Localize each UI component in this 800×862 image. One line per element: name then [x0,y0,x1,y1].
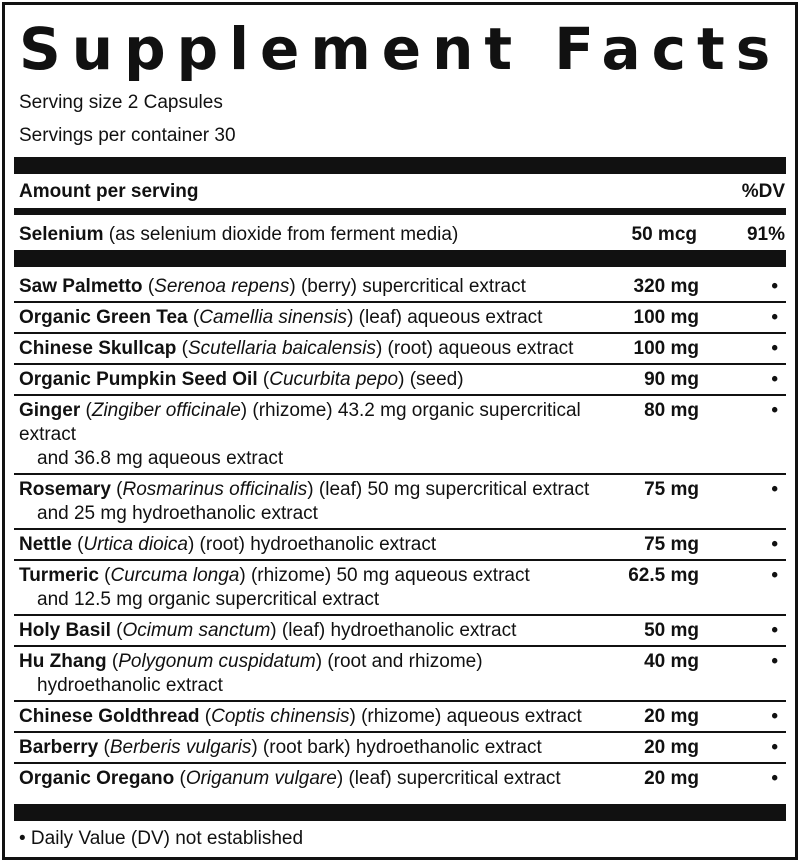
ingredient-amount: 40 mg [644,651,699,672]
footnote: • Daily Value (DV) not established [19,828,304,849]
selenium-row [19,223,785,249]
ingredient-latin-name: Ocimum sanctum [122,620,271,641]
ingredient-description [19,306,619,330]
ingredient-row [14,647,786,702]
ingredient-detail-continued: and 25 mg hydroethanolic extract [37,503,318,524]
ingredient-latin-name: Cucurbita pepo [269,369,399,390]
ingredient-paren-open: ( [71,534,84,555]
ingredient-row [14,272,786,303]
ingredient-row [14,530,786,561]
ingredient-amount: 50 mcg [631,224,697,245]
ingredient-amount: 80 mg [644,400,699,421]
amount-per-serving-header: Amount per serving [19,181,199,202]
thick-divider-bottom [14,804,786,821]
ingredient-dv: • [771,768,778,789]
ingredient-amount: 75 mg [644,479,699,500]
ingredient-amount: 20 mg [644,737,699,758]
ingredient-paren-open: ( [142,276,155,297]
ingredient-detail: ) (berry) supercritical extract [289,276,526,297]
ingredient-detail-continued: and 12.5 mg organic supercritical extract [37,589,380,610]
ingredient-detail: ) (rhizome) 43.2 mg organic supercritical extract [19,400,581,445]
ingredient-name: Organic Oregano [19,768,175,789]
ingredient-row [14,475,786,530]
ingredient-latin-name: Scutellaria baicalensis [187,338,376,359]
ingredient-dv: • [771,737,778,758]
ingredient-dv: • [771,565,778,586]
ingredient-latin-name: Polygonum cuspidatum [118,651,316,672]
ingredient-paren-open: ( [174,768,186,789]
supplement-facts-panel [2,2,798,860]
ingredient-name: Chinese Goldthread [19,706,200,727]
ingredient-row [14,764,786,793]
ingredient-detail: ) (root and rhizome) [315,651,483,672]
ingredient-dv: 91% [746,224,785,245]
ingredient-dv: • [771,338,778,359]
medium-divider [14,208,786,215]
ingredient-detail-continued: hydroethanolic extract [37,675,223,696]
ingredient-latin-name: Urtica dioica [83,534,188,555]
ingredient-row [14,616,786,647]
ingredient-latin-name: Rosmarinus officinalis [122,479,308,500]
ingredient-dv: • [771,706,778,727]
ingredient-name: Ginger [19,400,81,421]
ingredient-paren-open: ( [199,706,212,727]
ingredient-detail: (as selenium dioxide from ferment media) [103,224,459,245]
ingredient-paren-open: ( [98,565,111,586]
ingredient-latin-name: Zingiber officinale [91,400,241,421]
ingredient-latin-name: Berberis vulgaris [109,737,252,758]
ingredient-name: Barberry [19,737,99,758]
ingredient-row [14,733,786,764]
ingredient-name: Turmeric [19,565,99,586]
ingredient-description [19,650,619,698]
ingredient-row [14,396,786,475]
ingredient-dv: • [771,620,778,641]
dv-header: %DV [741,181,785,202]
ingredient-paren-open: ( [110,620,123,641]
ingredient-detail: ) (leaf) 50 mg supercritical extract [307,479,590,500]
ingredient-latin-name: Serenoa repens [154,276,290,297]
ingredient-amount: 100 mg [633,338,699,359]
ingredient-dv: • [771,369,778,390]
ingredient-detail: ) (leaf) hydroethanolic extract [270,620,517,641]
ingredient-description [19,368,619,392]
ingredient-description [19,337,619,361]
ingredient-name: Chinese Skullcap [19,338,177,359]
ingredient-paren-open: ( [257,369,270,390]
thick-divider-middle [14,250,786,267]
ingredient-detail: ) (root) aqueous extract [375,338,574,359]
ingredient-description [19,705,619,729]
ingredient-dv: • [771,534,778,555]
ingredient-amount: 20 mg [644,706,699,727]
panel-title: Supplement Facts [19,15,782,83]
ingredient-detail: ) (root bark) hydroethanolic extract [251,737,542,758]
ingredient-row [14,365,786,396]
ingredient-description [19,564,619,612]
ingredient-paren-open: ( [106,651,119,672]
ingredient-detail: ) (leaf) supercritical extract [336,768,561,789]
ingredient-description [19,736,619,760]
ingredient-paren-open: ( [187,307,200,328]
serving-size: Serving size 2 Capsules [19,92,223,113]
ingredient-name: Rosemary [19,479,111,500]
ingredient-detail-continued: and 36.8 mg aqueous extract [37,448,284,469]
ingredient-latin-name: Origanum vulgare [185,768,337,789]
ingredient-detail: ) (rhizome) 50 mg aqueous extract [239,565,530,586]
ingredient-row [14,303,786,334]
ingredient-amount: 20 mg [644,768,699,789]
ingredient-amount: 62.5 mg [628,565,699,586]
ingredient-name: Selenium [19,224,104,245]
ingredient-detail: ) (seed) [398,369,464,390]
ingredient-amount: 75 mg [644,534,699,555]
ingredient-row [14,702,786,733]
ingredient-name: Organic Green Tea [19,307,188,328]
ingredient-description [19,767,619,791]
ingredient-paren-open: ( [80,400,92,421]
ingredient-list [14,272,786,793]
ingredient-paren-open: ( [110,479,123,500]
thick-divider-top [14,157,786,174]
ingredient-description [19,619,619,643]
ingredient-detail: ) (root) hydroethanolic extract [187,534,437,555]
ingredient-dv: • [771,400,778,421]
ingredient-row [14,334,786,365]
ingredient-latin-name: Camellia sinensis [199,307,348,328]
ingredient-dv: • [771,651,778,672]
ingredient-detail: ) (leaf) aqueous extract [347,307,543,328]
ingredient-paren-open: ( [176,338,188,359]
ingredient-detail: ) (rhizome) aqueous extract [349,706,582,727]
ingredient-description [19,533,619,557]
ingredient-amount: 90 mg [644,369,699,390]
ingredient-dv: • [771,276,778,297]
ingredient-dv: • [771,479,778,500]
ingredient-description [19,399,619,471]
ingredient-description [19,275,619,299]
ingredient-name: Saw Palmetto [19,276,143,297]
ingredient-description [19,478,619,526]
ingredient-paren-open: ( [98,737,110,758]
ingredient-dv: • [771,307,778,328]
ingredient-row [14,561,786,616]
servings-per-container: Servings per container 30 [19,125,236,146]
ingredient-name: Organic Pumpkin Seed Oil [19,369,258,390]
ingredient-amount: 100 mg [633,307,699,328]
ingredient-name: Holy Basil [19,620,111,641]
ingredient-latin-name: Curcuma longa [110,565,240,586]
ingredient-name: Nettle [19,534,72,555]
ingredient-latin-name: Coptis chinensis [211,706,350,727]
ingredient-amount: 50 mg [644,620,699,641]
ingredient-name: Hu Zhang [19,651,107,672]
ingredient-amount: 320 mg [633,276,699,297]
